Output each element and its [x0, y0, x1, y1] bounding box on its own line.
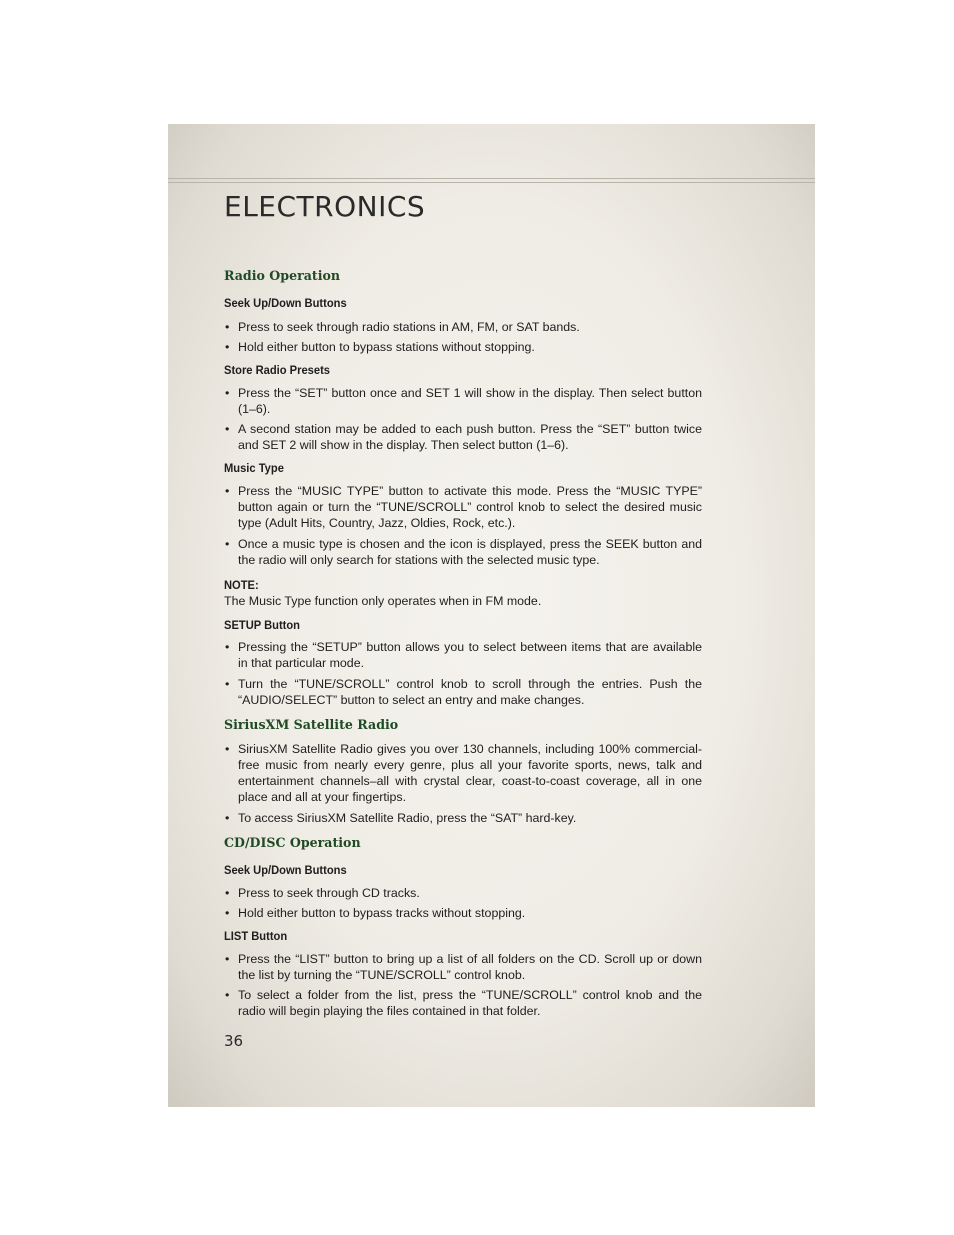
- siriusxm-list: [224, 741, 702, 826]
- list-item: • To access SiriusXM Satellite Radio, press the “SAT” hard-key.: [224, 810, 702, 826]
- page-content: [224, 268, 702, 1019]
- cd-seek-list: [224, 885, 702, 921]
- presets-list: [224, 385, 702, 453]
- list-item: • Press the “MUSIC TYPE” button to activate this mode. Press the “MUSIC TYPE” button again or turn the “TUNE/SCROLL” control knob to select the desired music type (Adult Hits, Country, Jazz, Oldies, Rock, etc.).: [224, 483, 702, 531]
- subheading-presets: Store Radio Presets: [224, 363, 330, 377]
- subheading-seek: Seek Up/Down Buttons: [224, 296, 347, 310]
- list-item: • Once a music type is chosen and the icon is displayed, press the SEEK button and the radio will only search for stations with the selected music type.: [224, 536, 702, 568]
- list-item: • Press to seek through radio stations in AM, FM, or SAT bands.: [224, 319, 702, 335]
- subheading-list: LIST Button: [224, 929, 288, 943]
- section-heading-radio: Radio Operation: [224, 268, 341, 283]
- subheading-music-type: Music Type: [224, 461, 284, 475]
- manual-page: [168, 124, 815, 1107]
- note-text: The Music Type function only operates when in FM mode.: [224, 594, 542, 608]
- list-item: • Hold either button to bypass stations without stopping.: [224, 339, 702, 355]
- cd-list-list: [224, 951, 702, 1019]
- list-item: • To select a folder from the list, press the “TUNE/SCROLL” control knob and the radio will begin playing the files contained in that folder.: [224, 987, 702, 1019]
- page-number: 36: [224, 1032, 244, 1050]
- list-item: • Turn the “TUNE/SCROLL” control knob to scroll through the entries. Push the “AUDIO/SELECT” button to select an entry and make changes.: [224, 676, 702, 708]
- list-item: • Press to seek through CD tracks.: [224, 885, 702, 901]
- list-item: • Hold either button to bypass tracks without stopping.: [224, 905, 702, 921]
- subheading-setup: SETUP Button: [224, 618, 300, 632]
- section-heading-siriusxm: SiriusXM Satellite Radio: [224, 717, 399, 732]
- subheading-cd-seek: Seek Up/Down Buttons: [224, 863, 347, 877]
- note-label: NOTE:: [224, 578, 259, 592]
- list-item: • SiriusXM Satellite Radio gives you over 130 channels, including 100% commercial-free music from nearly every genre, plus all your favorite sports, news, talk and entertainment channels–all with crystal clear, coast-to-coast coverage, all in one place and all at your fingertips.: [224, 741, 702, 805]
- list-item: • Press the “LIST” button to bring up a list of all folders on the CD. Scroll up or down the list by turning the “TUNE/SCROLL” control knob.: [224, 951, 702, 983]
- setup-list: [224, 639, 702, 708]
- header-rule-secondary: [168, 182, 815, 183]
- list-item: • Press the “SET” button once and SET 1 will show in the display. Then select button (1–6).: [224, 385, 702, 417]
- list-item: • Pressing the “SETUP” button allows you to select between items that are available in that particular mode.: [224, 639, 702, 671]
- section-heading-cd: CD/DISC Operation: [224, 835, 361, 850]
- note-block: [224, 577, 702, 609]
- chapter-title: ELECTRONICS: [224, 190, 426, 223]
- music-type-list: [224, 483, 702, 568]
- list-item: • A second station may be added to each push button. Press the “SET” button twice and SET 2 will show in the display. Then select button (1–6).: [224, 421, 702, 453]
- header-rule: [168, 178, 815, 179]
- seek-list: [224, 319, 702, 355]
